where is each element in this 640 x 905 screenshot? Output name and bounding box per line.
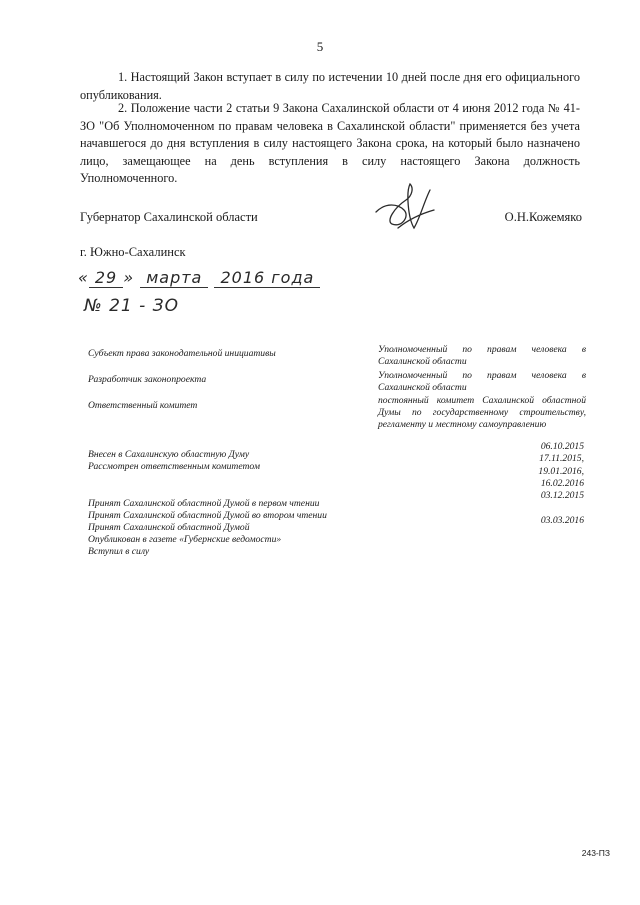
law-number: 21 - ЗО [109,296,179,316]
page-number: 5 [316,39,324,54]
number-prefix: № [84,296,103,316]
date-open-quote: « [78,268,89,287]
process-introduced: Внесен в Сахалинскую областную Думу [88,449,250,460]
signatory-name: О.Н.Кожемяко [504,210,582,224]
handwritten-date [78,268,320,287]
meta-label-developer: Разработчик законопроекта [88,374,207,385]
date-close-quote: » [123,268,135,287]
date-year: 2016 года [214,268,320,288]
date-first-reading: 03.12.2015 [540,490,584,501]
city-line: г. Южно-Сахалинск [80,245,186,259]
date-review-2: 19.01.2016, [538,466,584,477]
document-code: 243-ПЗ [581,848,610,858]
date-review-3: 16.02.2016 [540,478,584,489]
process-first-reading: Принят Сахалинской областной Думой в первом чтении [88,498,320,509]
paragraph-2: 2. Положение части 2 статьи 9 Закона Сахалинской области от 4 июня 2012 года № 41-ЗО "Об Уполномоченном по правам человека в Сахалинской области" применяется без учета начавшегося до дня вступления в силу настоящего Закона срока, на который было назначено лицо, замещающее на день вступления в силу настоящего Закона должность Уполномоченного. [80,101,580,185]
date-review-1: 17.11.2015, [539,453,584,464]
paragraph-1: 1. Настоящий Закон вступает в силу по истечении 10 дней после дня его официального опубликования. [80,70,580,102]
date-introduced: 06.10.2015 [540,441,584,452]
process-published: Опубликован в газете «Губернские ведомости» [88,534,282,545]
meta-value-developer: Уполномоченный по правам человека в Сахалинской области [378,370,586,394]
meta-label-committee: Ответственный комитет [88,400,198,411]
meta-value-subject: Уполномоченный по правам человека в Сахалинской области [378,344,586,368]
date-adopted: 03.03.2016 [540,515,584,526]
signatory-title: Губернатор Сахалинской области [80,210,258,224]
handwritten-number [84,296,179,316]
process-second-reading: Принят Сахалинской областной Думой во втором чтении [88,510,327,521]
process-reviewed: Рассмотрен ответственным комитетом [88,461,260,472]
handwritten-signature [368,178,458,238]
meta-value-committee: постоянный комитет Сахалинской областной Думы по государственному строительству, регламенту и местному самоуправлению [378,395,586,431]
meta-label-subject: Субъект права законодательной инициативы [88,348,276,359]
process-adopted: Принят Сахалинской областной Думой [88,522,250,533]
date-day: 29 [89,268,123,288]
date-month: марта [140,268,208,288]
process-in-force: Вступил в силу [88,546,150,557]
